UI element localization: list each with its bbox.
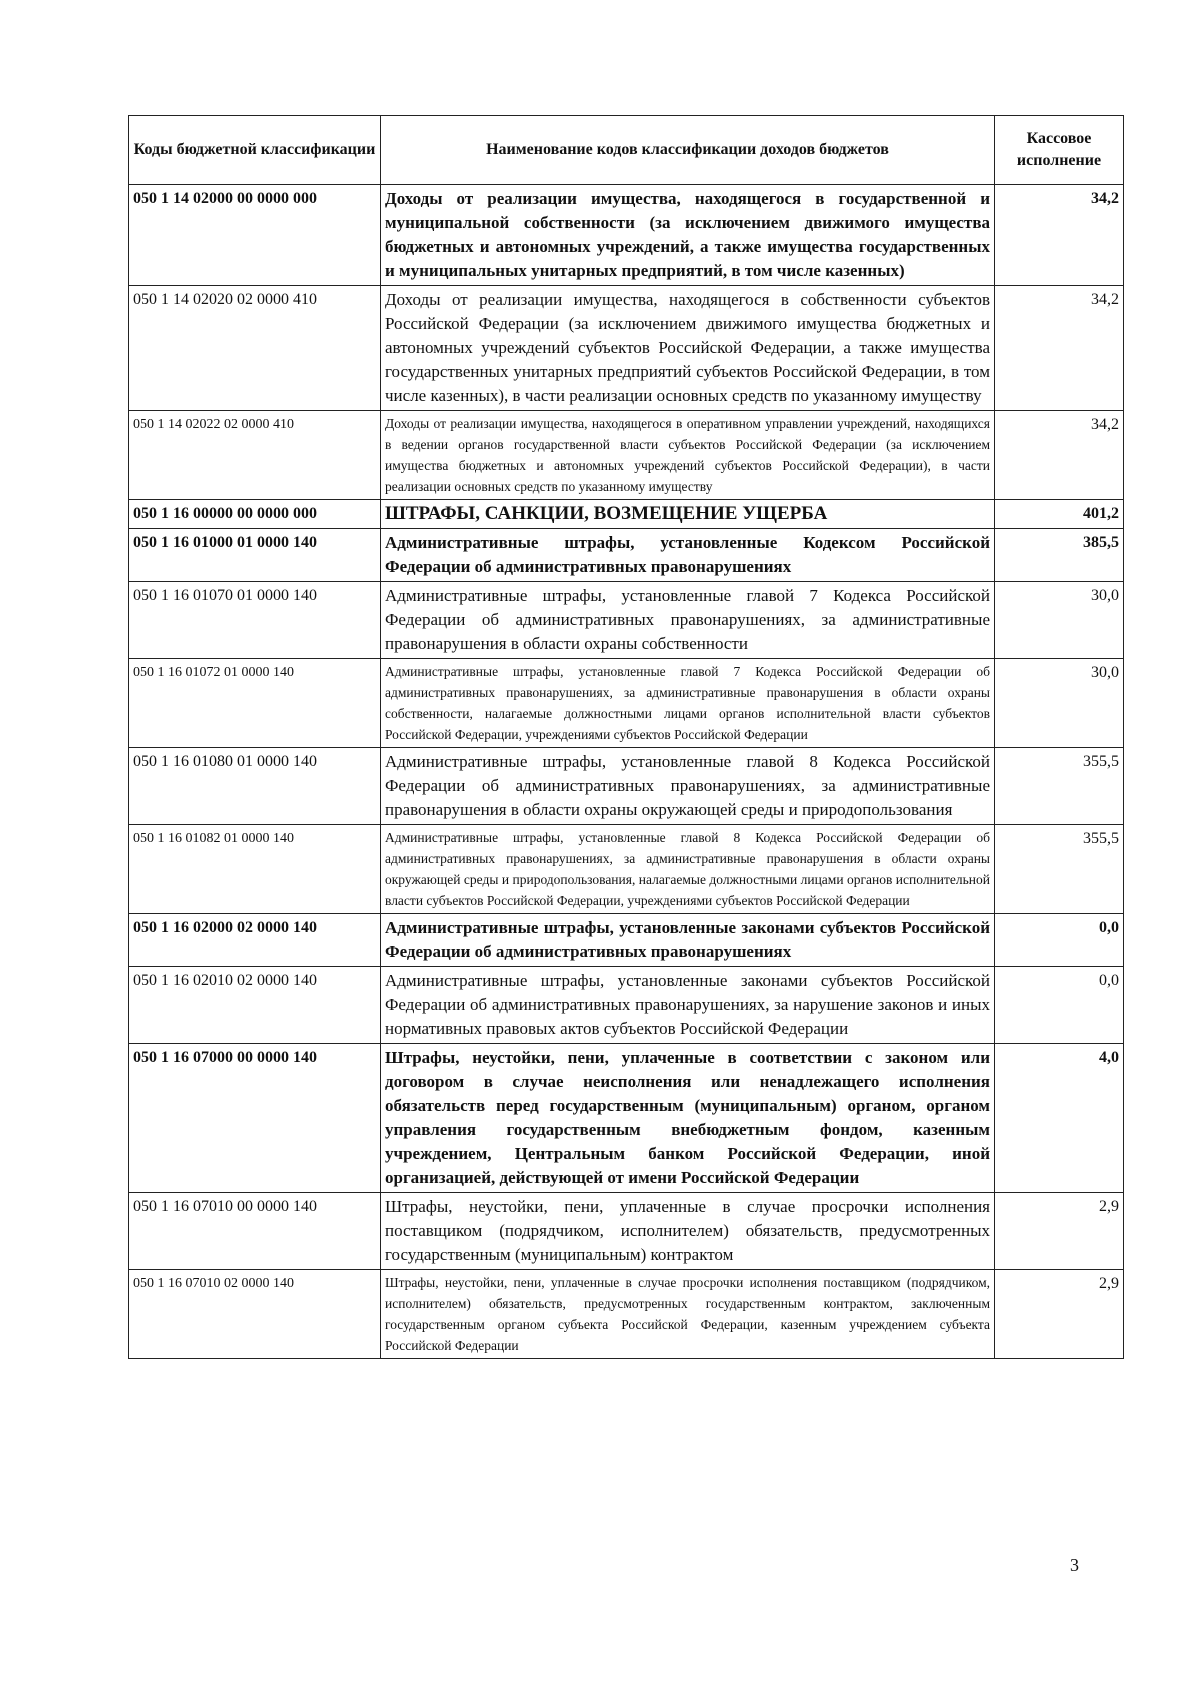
row-amount: 34,2 — [995, 185, 1124, 286]
row-name: Административные штрафы, установленные Кодексом Российской Федерации об административных правонарушениях — [381, 529, 995, 582]
header-row — [129, 116, 1124, 185]
header-code: Коды бюджетной классификации — [129, 116, 381, 185]
row-amount: 34,2 — [995, 286, 1124, 411]
table-row — [129, 500, 1124, 529]
row-name: Административные штрафы, установленные главой 8 Кодекса Российской Федерации об административных правонарушениях, за административные правонарушения в области охраны окружающей среды и природопользования, налагаемые должностными лицами органов исполнительной власти субъектов Российской Федерации, учреждениями субъектов Российской Федерации — [381, 825, 995, 914]
table-row — [129, 967, 1124, 1044]
row-code: 050 1 16 01072 01 0000 140 — [129, 659, 381, 748]
row-amount: 2,9 — [995, 1193, 1124, 1270]
row-code: 050 1 16 07000 00 0000 140 — [129, 1044, 381, 1193]
row-amount: 385,5 — [995, 529, 1124, 582]
row-amount: 401,2 — [995, 500, 1124, 529]
row-code: 050 1 16 01070 01 0000 140 — [129, 582, 381, 659]
budget-table — [128, 115, 1124, 1359]
table-row — [129, 529, 1124, 582]
table-row — [129, 659, 1124, 748]
table-row — [129, 1044, 1124, 1193]
page-number: 3 — [1070, 1555, 1079, 1575]
row-name: Доходы от реализации имущества, находящегося в государственной и муниципальной собственности (за исключением движимого имущества бюджетных и автономных учреждений, а также имущества государственных и муниципальных унитарных предприятий, в том числе казенных) — [381, 185, 995, 286]
row-name: Административные штрафы, установленные законами субъектов Российской Федерации об административных правонарушениях — [381, 914, 995, 967]
row-code: 050 1 16 07010 02 0000 140 — [129, 1270, 381, 1359]
row-name: Доходы от реализации имущества, находящегося в оперативном управлении учреждений, находящихся в ведении органов государственной власти субъектов Российской Федерации (за исключением имущества бюджетных и автономных учреждений субъектов Российской Федерации), в части реализации основных средств по указанному имуществу — [381, 411, 995, 500]
row-code: 050 1 16 01082 01 0000 140 — [129, 825, 381, 914]
row-name: Административные штрафы, установленные главой 7 Кодекса Российской Федерации об административных правонарушениях, за административные правонарушения в области охраны собственности — [381, 582, 995, 659]
row-code: 050 1 14 02022 02 0000 410 — [129, 411, 381, 500]
row-name: Административные штрафы, установленные законами субъектов Российской Федерации об административных правонарушениях, за нарушение законов и иных нормативных правовых актов субъектов Российской Федерации — [381, 967, 995, 1044]
row-code: 050 1 14 02000 00 0000 000 — [129, 185, 381, 286]
table-row — [129, 411, 1124, 500]
table-row — [129, 185, 1124, 286]
row-amount: 355,5 — [995, 825, 1124, 914]
row-amount: 34,2 — [995, 411, 1124, 500]
row-code: 050 1 14 02020 02 0000 410 — [129, 286, 381, 411]
row-amount: 0,0 — [995, 914, 1124, 967]
table-row — [129, 286, 1124, 411]
row-code: 050 1 16 02000 02 0000 140 — [129, 914, 381, 967]
row-code: 050 1 16 00000 00 0000 000 — [129, 500, 381, 529]
row-name: Штрафы, неустойки, пени, уплаченные в случае просрочки исполнения поставщиком (подрядчиком, исполнителем) обязательств, предусмотренных государственным (муниципальным) контрактом — [381, 1193, 995, 1270]
table-row — [129, 1270, 1124, 1359]
row-code: 050 1 16 02010 02 0000 140 — [129, 967, 381, 1044]
row-name: Штрафы, неустойки, пени, уплаченные в соответствии с законом или договором в случае неисполнения или ненадлежащего исполнения обязательств перед государственным (муниципальным) органом, органом управления государственным внебюджетным фондом, казенным учреждением, Центральным банком Российской Федерации, иной организацией, действующей от имени Российской Федерации — [381, 1044, 995, 1193]
table-row — [129, 582, 1124, 659]
row-code: 050 1 16 01000 01 0000 140 — [129, 529, 381, 582]
row-amount: 4,0 — [995, 1044, 1124, 1193]
row-code: 050 1 16 07010 00 0000 140 — [129, 1193, 381, 1270]
header-amount: Кассовое исполнение — [995, 116, 1124, 185]
row-name: Административные штрафы, установленные главой 8 Кодекса Российской Федерации об административных правонарушениях, за административные правонарушения в области охраны окружающей среды и природопользования — [381, 748, 995, 825]
header-name: Наименование кодов классификации доходов бюджетов — [381, 116, 995, 185]
row-amount: 355,5 — [995, 748, 1124, 825]
row-amount: 30,0 — [995, 582, 1124, 659]
row-name: Доходы от реализации имущества, находящегося в собственности субъектов Российской Федерации (за исключением движимого имущества бюджетных и автономных учреждений субъектов Российской Федерации, а также имущества государственных унитарных предприятий субъектов Российской Федерации, в том числе казенных), в части реализации основных средств по указанному имуществу — [381, 286, 995, 411]
table-row — [129, 825, 1124, 914]
row-name: Административные штрафы, установленные главой 7 Кодекса Российской Федерации об административных правонарушениях, за административные правонарушения в области охраны собственности, налагаемые должностными лицами органов исполнительной власти субъектов Российской Федерации, учреждениями субъектов Российской Федерации — [381, 659, 995, 748]
row-amount: 30,0 — [995, 659, 1124, 748]
table-row — [129, 1193, 1124, 1270]
row-amount: 0,0 — [995, 967, 1124, 1044]
row-name: Штрафы, неустойки, пени, уплаченные в случае просрочки исполнения поставщиком (подрядчиком, исполнителем) обязательств, предусмотренных государственным контрактом, заключенным государственным органом субъекта Российской Федерации, казенным учреждением субъекта Российской Федерации — [381, 1270, 995, 1359]
table-row — [129, 748, 1124, 825]
row-name: ШТРАФЫ, САНКЦИИ, ВОЗМЕЩЕНИЕ УЩЕРБА — [381, 500, 995, 529]
table-row — [129, 914, 1124, 967]
row-code: 050 1 16 01080 01 0000 140 — [129, 748, 381, 825]
row-amount: 2,9 — [995, 1270, 1124, 1359]
